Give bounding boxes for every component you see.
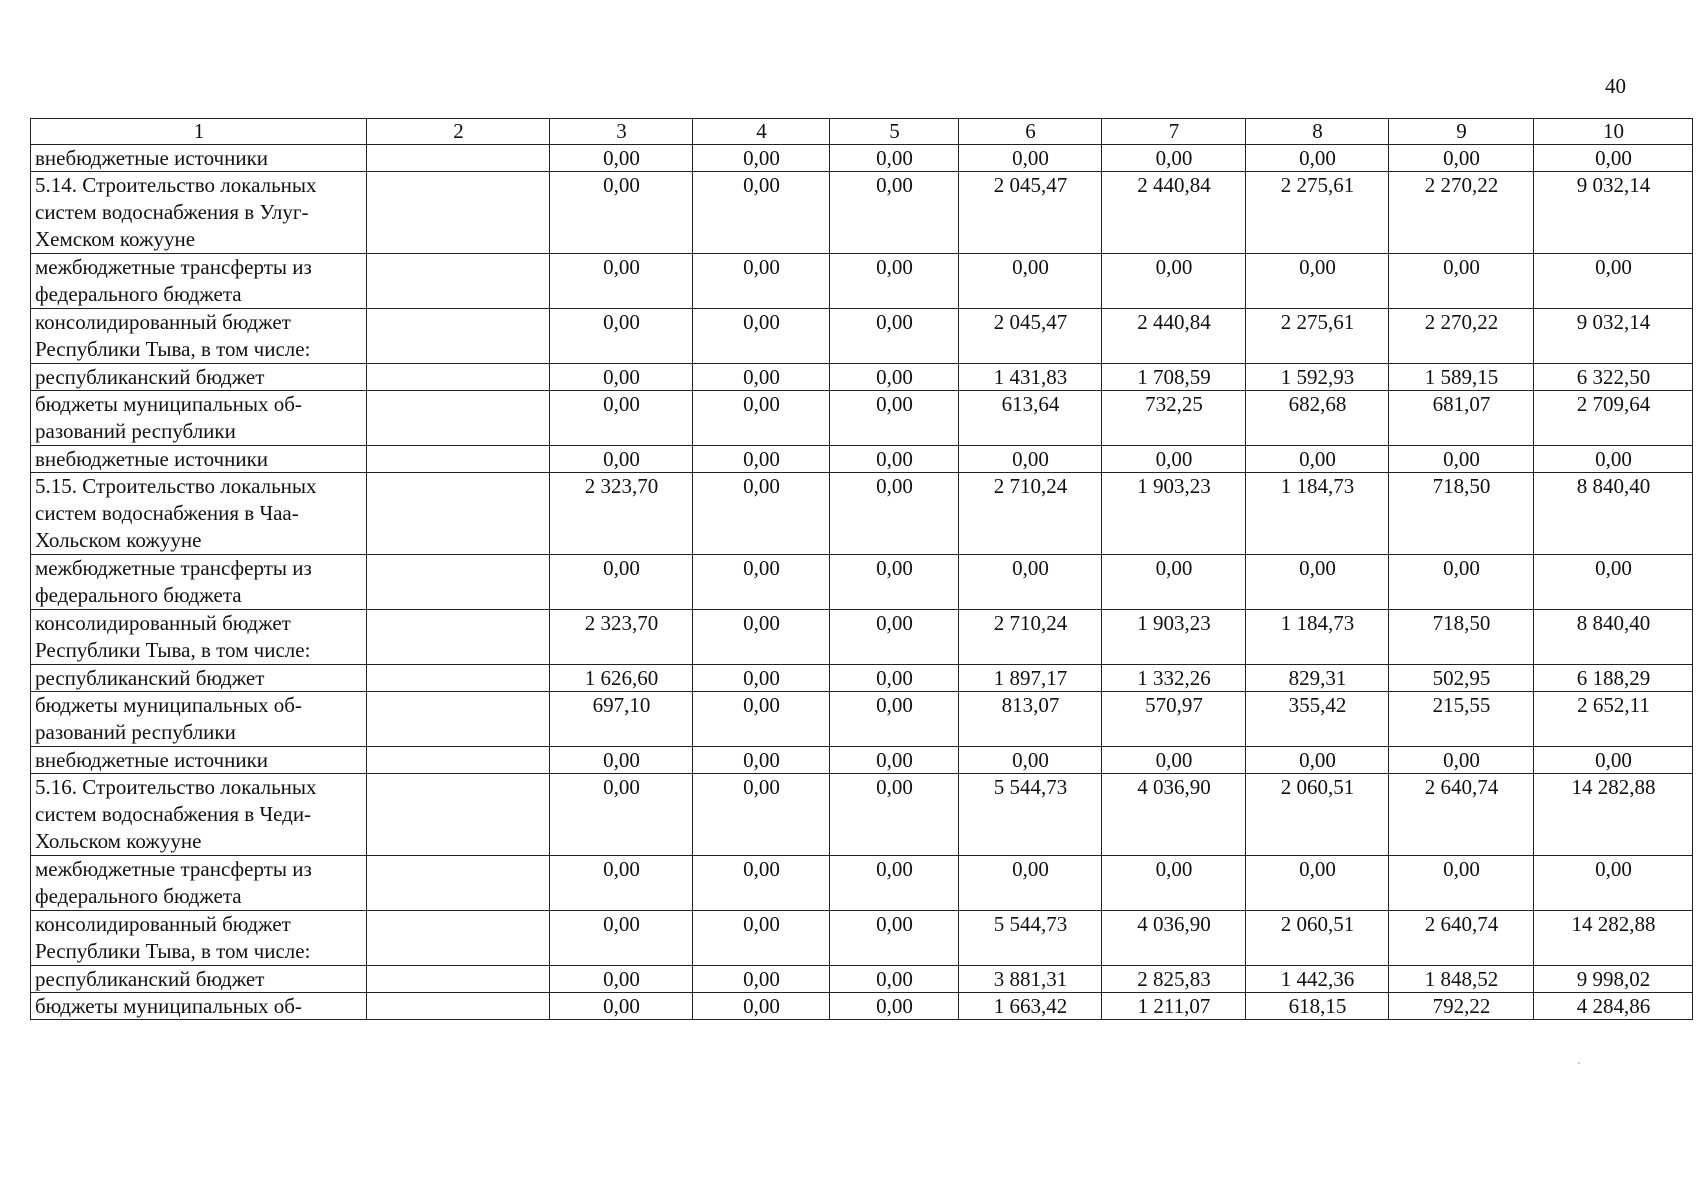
row-code-cell	[367, 610, 550, 665]
value-cell-col10: 14 282,88	[1534, 911, 1693, 966]
value-cell-col8: 829,31	[1246, 665, 1389, 692]
value-cell-col9: 2 640,74	[1389, 911, 1534, 966]
value-cell-col4: 0,00	[693, 364, 830, 391]
value-cell-col8: 618,15	[1246, 993, 1389, 1020]
column-header-3: 3	[550, 119, 693, 145]
value-cell-col5: 0,00	[830, 747, 959, 774]
value-cell-col10: 0,00	[1534, 747, 1693, 774]
table-row	[31, 856, 1693, 911]
value-cell-col4: 0,00	[693, 856, 830, 911]
value-cell-col7: 0,00	[1102, 145, 1246, 172]
value-cell-col5: 0,00	[830, 856, 959, 911]
value-cell-col10: 0,00	[1534, 555, 1693, 610]
row-label: внебюджетные источники	[31, 747, 367, 774]
value-cell-col5: 0,00	[830, 610, 959, 665]
row-code-cell	[367, 747, 550, 774]
value-cell-col5: 0,00	[830, 911, 959, 966]
value-cell-col9: 0,00	[1389, 555, 1534, 610]
value-cell-col6: 0,00	[959, 747, 1102, 774]
value-cell-col4: 0,00	[693, 446, 830, 473]
table-row	[31, 473, 1693, 555]
value-cell-col5: 0,00	[830, 391, 959, 446]
value-cell-col4: 0,00	[693, 911, 830, 966]
row-label: бюджеты муниципальных об-	[31, 993, 367, 1020]
value-cell-col4: 0,00	[693, 747, 830, 774]
value-cell-col7: 0,00	[1102, 555, 1246, 610]
value-cell-col8: 0,00	[1246, 747, 1389, 774]
value-cell-col5: 0,00	[830, 774, 959, 856]
value-cell-col3: 0,00	[550, 747, 693, 774]
value-cell-col5: 0,00	[830, 145, 959, 172]
column-header-9: 9	[1389, 119, 1534, 145]
value-cell-col6: 2 710,24	[959, 473, 1102, 555]
row-label: республиканский бюджет	[31, 364, 367, 391]
value-cell-col4: 0,00	[693, 555, 830, 610]
value-cell-col7: 1 332,26	[1102, 665, 1246, 692]
row-label: межбюджетные трансферты из федерального бюджета	[31, 254, 367, 309]
value-cell-col10: 0,00	[1534, 254, 1693, 309]
value-cell-col9: 1 848,52	[1389, 966, 1534, 993]
value-cell-col3: 1 626,60	[550, 665, 693, 692]
value-cell-col3: 0,00	[550, 993, 693, 1020]
value-cell-col10: 9 998,02	[1534, 966, 1693, 993]
table-row	[31, 446, 1693, 473]
row-label: межбюджетные трансферты из федерального бюджета	[31, 555, 367, 610]
value-cell-col7: 1 903,23	[1102, 610, 1246, 665]
column-header-8: 8	[1246, 119, 1389, 145]
value-cell-col5: 0,00	[830, 364, 959, 391]
value-cell-col7: 4 036,90	[1102, 774, 1246, 856]
value-cell-col4: 0,00	[693, 665, 830, 692]
value-cell-col10: 4 284,86	[1534, 993, 1693, 1020]
value-cell-col10: 9 032,14	[1534, 172, 1693, 254]
value-cell-col3: 0,00	[550, 774, 693, 856]
row-label: бюджеты муниципальных об-разований республики	[31, 692, 367, 747]
value-cell-col4: 0,00	[693, 692, 830, 747]
row-label: бюджеты муниципальных об-разований республики	[31, 391, 367, 446]
value-cell-col5: 0,00	[830, 473, 959, 555]
value-cell-col4: 0,00	[693, 966, 830, 993]
value-cell-col9: 792,22	[1389, 993, 1534, 1020]
row-code-cell	[367, 473, 550, 555]
value-cell-col9: 215,55	[1389, 692, 1534, 747]
value-cell-col7: 1 708,59	[1102, 364, 1246, 391]
value-cell-col8: 1 184,73	[1246, 473, 1389, 555]
value-cell-col3: 0,00	[550, 364, 693, 391]
value-cell-col7: 2 440,84	[1102, 309, 1246, 364]
value-cell-col5: 0,00	[830, 309, 959, 364]
row-label: 5.14. Строительство локальных систем водоснабжения в Улуг-Хемском кожууне	[31, 172, 367, 254]
value-cell-col3: 0,00	[550, 391, 693, 446]
row-label: 5.16. Строительство локальных систем водоснабжения в Чеди-Хольском кожууне	[31, 774, 367, 856]
row-code-cell	[367, 446, 550, 473]
value-cell-col4: 0,00	[693, 145, 830, 172]
row-label: внебюджетные источники	[31, 446, 367, 473]
row-label: республиканский бюджет	[31, 665, 367, 692]
value-cell-col3: 0,00	[550, 145, 693, 172]
value-cell-col7: 0,00	[1102, 446, 1246, 473]
value-cell-col9: 1 589,15	[1389, 364, 1534, 391]
value-cell-col10: 8 840,40	[1534, 473, 1693, 555]
row-code-cell	[367, 966, 550, 993]
value-cell-col8: 1 592,93	[1246, 364, 1389, 391]
value-cell-col6: 0,00	[959, 856, 1102, 911]
row-code-cell	[367, 145, 550, 172]
value-cell-col9: 2 640,74	[1389, 774, 1534, 856]
value-cell-col3: 697,10	[550, 692, 693, 747]
value-cell-col8: 1 442,36	[1246, 966, 1389, 993]
table-row	[31, 391, 1693, 446]
value-cell-col9: 0,00	[1389, 856, 1534, 911]
value-cell-col7: 2 440,84	[1102, 172, 1246, 254]
value-cell-col8: 0,00	[1246, 856, 1389, 911]
value-cell-col7: 1 211,07	[1102, 993, 1246, 1020]
row-label: консолидированный бюджет Республики Тыва, в том числе:	[31, 309, 367, 364]
table-row	[31, 966, 1693, 993]
table-row	[31, 774, 1693, 856]
value-cell-col9: 0,00	[1389, 446, 1534, 473]
value-cell-col10: 6 188,29	[1534, 665, 1693, 692]
value-cell-col7: 0,00	[1102, 856, 1246, 911]
value-cell-col10: 0,00	[1534, 446, 1693, 473]
value-cell-col6: 613,64	[959, 391, 1102, 446]
value-cell-col8: 682,68	[1246, 391, 1389, 446]
value-cell-col9: 0,00	[1389, 747, 1534, 774]
table-row	[31, 610, 1693, 665]
value-cell-col8: 0,00	[1246, 254, 1389, 309]
table-row	[31, 172, 1693, 254]
value-cell-col5: 0,00	[830, 172, 959, 254]
page-number: 40	[1605, 74, 1626, 98]
row-code-cell	[367, 774, 550, 856]
value-cell-col8: 0,00	[1246, 145, 1389, 172]
value-cell-col9: 0,00	[1389, 145, 1534, 172]
value-cell-col4: 0,00	[693, 391, 830, 446]
row-label: 5.15. Строительство локальных систем водоснабжения в Чаа-Хольском кожууне	[31, 473, 367, 555]
value-cell-col10: 2 709,64	[1534, 391, 1693, 446]
value-cell-col6: 2 045,47	[959, 309, 1102, 364]
value-cell-col7: 0,00	[1102, 747, 1246, 774]
value-cell-col6: 1 431,83	[959, 364, 1102, 391]
value-cell-col6: 2 710,24	[959, 610, 1102, 665]
value-cell-col6: 5 544,73	[959, 911, 1102, 966]
column-header-4: 4	[693, 119, 830, 145]
column-header-6: 6	[959, 119, 1102, 145]
value-cell-col6: 3 881,31	[959, 966, 1102, 993]
table-row	[31, 254, 1693, 309]
value-cell-col3: 0,00	[550, 172, 693, 254]
table-row	[31, 911, 1693, 966]
value-cell-col5: 0,00	[830, 555, 959, 610]
row-label: консолидированный бюджет Республики Тыва, в том числе:	[31, 610, 367, 665]
row-code-cell	[367, 254, 550, 309]
value-cell-col5: 0,00	[830, 446, 959, 473]
table-header	[31, 119, 1693, 145]
value-cell-col3: 0,00	[550, 856, 693, 911]
value-cell-col9: 681,07	[1389, 391, 1534, 446]
row-label: внебюджетные источники	[31, 145, 367, 172]
value-cell-col10: 0,00	[1534, 856, 1693, 911]
row-label: межбюджетные трансферты из федерального бюджета	[31, 856, 367, 911]
row-code-cell	[367, 692, 550, 747]
table-row	[31, 555, 1693, 610]
value-cell-col5: 0,00	[830, 993, 959, 1020]
value-cell-col10: 8 840,40	[1534, 610, 1693, 665]
value-cell-col4: 0,00	[693, 473, 830, 555]
row-code-cell	[367, 665, 550, 692]
table-body	[31, 145, 1693, 1020]
table-row	[31, 993, 1693, 1020]
value-cell-col5: 0,00	[830, 254, 959, 309]
column-header-7: 7	[1102, 119, 1246, 145]
table-row	[31, 145, 1693, 172]
value-cell-col5: 0,00	[830, 966, 959, 993]
value-cell-col3: 2 323,70	[550, 610, 693, 665]
row-code-cell	[367, 911, 550, 966]
value-cell-col7: 732,25	[1102, 391, 1246, 446]
value-cell-col3: 0,00	[550, 911, 693, 966]
value-cell-col8: 0,00	[1246, 446, 1389, 473]
value-cell-col6: 1 897,17	[959, 665, 1102, 692]
value-cell-col7: 4 036,90	[1102, 911, 1246, 966]
row-code-cell	[367, 993, 550, 1020]
value-cell-col3: 0,00	[550, 446, 693, 473]
value-cell-col6: 0,00	[959, 254, 1102, 309]
value-cell-col3: 0,00	[550, 555, 693, 610]
table-row	[31, 364, 1693, 391]
row-label: республиканский бюджет	[31, 966, 367, 993]
value-cell-col7: 1 903,23	[1102, 473, 1246, 555]
value-cell-col3: 0,00	[550, 254, 693, 309]
value-cell-col5: 0,00	[830, 665, 959, 692]
value-cell-col7: 570,97	[1102, 692, 1246, 747]
table-row	[31, 692, 1693, 747]
value-cell-col6: 813,07	[959, 692, 1102, 747]
value-cell-col5: 0,00	[830, 692, 959, 747]
table-row	[31, 747, 1693, 774]
value-cell-col6: 0,00	[959, 446, 1102, 473]
value-cell-col3: 0,00	[550, 966, 693, 993]
value-cell-col10: 9 032,14	[1534, 309, 1693, 364]
header-row	[31, 119, 1693, 145]
value-cell-col10: 0,00	[1534, 145, 1693, 172]
value-cell-col6: 1 663,42	[959, 993, 1102, 1020]
value-cell-col9: 2 270,22	[1389, 172, 1534, 254]
value-cell-col7: 2 825,83	[1102, 966, 1246, 993]
row-code-cell	[367, 172, 550, 254]
row-code-cell	[367, 555, 550, 610]
value-cell-col8: 2 275,61	[1246, 172, 1389, 254]
value-cell-col10: 6 322,50	[1534, 364, 1693, 391]
value-cell-col6: 2 045,47	[959, 172, 1102, 254]
value-cell-col6: 0,00	[959, 145, 1102, 172]
value-cell-col8: 2 060,51	[1246, 774, 1389, 856]
column-header-1: 1	[31, 119, 367, 145]
value-cell-col8: 1 184,73	[1246, 610, 1389, 665]
row-code-cell	[367, 364, 550, 391]
value-cell-col7: 0,00	[1102, 254, 1246, 309]
value-cell-col4: 0,00	[693, 774, 830, 856]
value-cell-col9: 718,50	[1389, 610, 1534, 665]
value-cell-col10: 2 652,11	[1534, 692, 1693, 747]
value-cell-col9: 502,95	[1389, 665, 1534, 692]
value-cell-col8: 0,00	[1246, 555, 1389, 610]
value-cell-col8: 355,42	[1246, 692, 1389, 747]
table-row	[31, 309, 1693, 364]
value-cell-col4: 0,00	[693, 254, 830, 309]
value-cell-col4: 0,00	[693, 172, 830, 254]
row-code-cell	[367, 856, 550, 911]
row-code-cell	[367, 309, 550, 364]
value-cell-col6: 5 544,73	[959, 774, 1102, 856]
column-header-10: 10	[1534, 119, 1693, 145]
value-cell-col9: 0,00	[1389, 254, 1534, 309]
value-cell-col8: 2 060,51	[1246, 911, 1389, 966]
table-row	[31, 665, 1693, 692]
value-cell-col6: 0,00	[959, 555, 1102, 610]
value-cell-col9: 2 270,22	[1389, 309, 1534, 364]
column-header-5: 5	[830, 119, 959, 145]
scan-speck	[1578, 1062, 1580, 1064]
value-cell-col4: 0,00	[693, 610, 830, 665]
value-cell-col9: 718,50	[1389, 473, 1534, 555]
value-cell-col3: 2 323,70	[550, 473, 693, 555]
row-label: консолидированный бюджет Республики Тыва, в том числе:	[31, 911, 367, 966]
value-cell-col4: 0,00	[693, 309, 830, 364]
row-code-cell	[367, 391, 550, 446]
budget-table	[30, 118, 1693, 1020]
value-cell-col3: 0,00	[550, 309, 693, 364]
value-cell-col8: 2 275,61	[1246, 309, 1389, 364]
value-cell-col10: 14 282,88	[1534, 774, 1693, 856]
value-cell-col4: 0,00	[693, 993, 830, 1020]
column-header-2: 2	[367, 119, 550, 145]
